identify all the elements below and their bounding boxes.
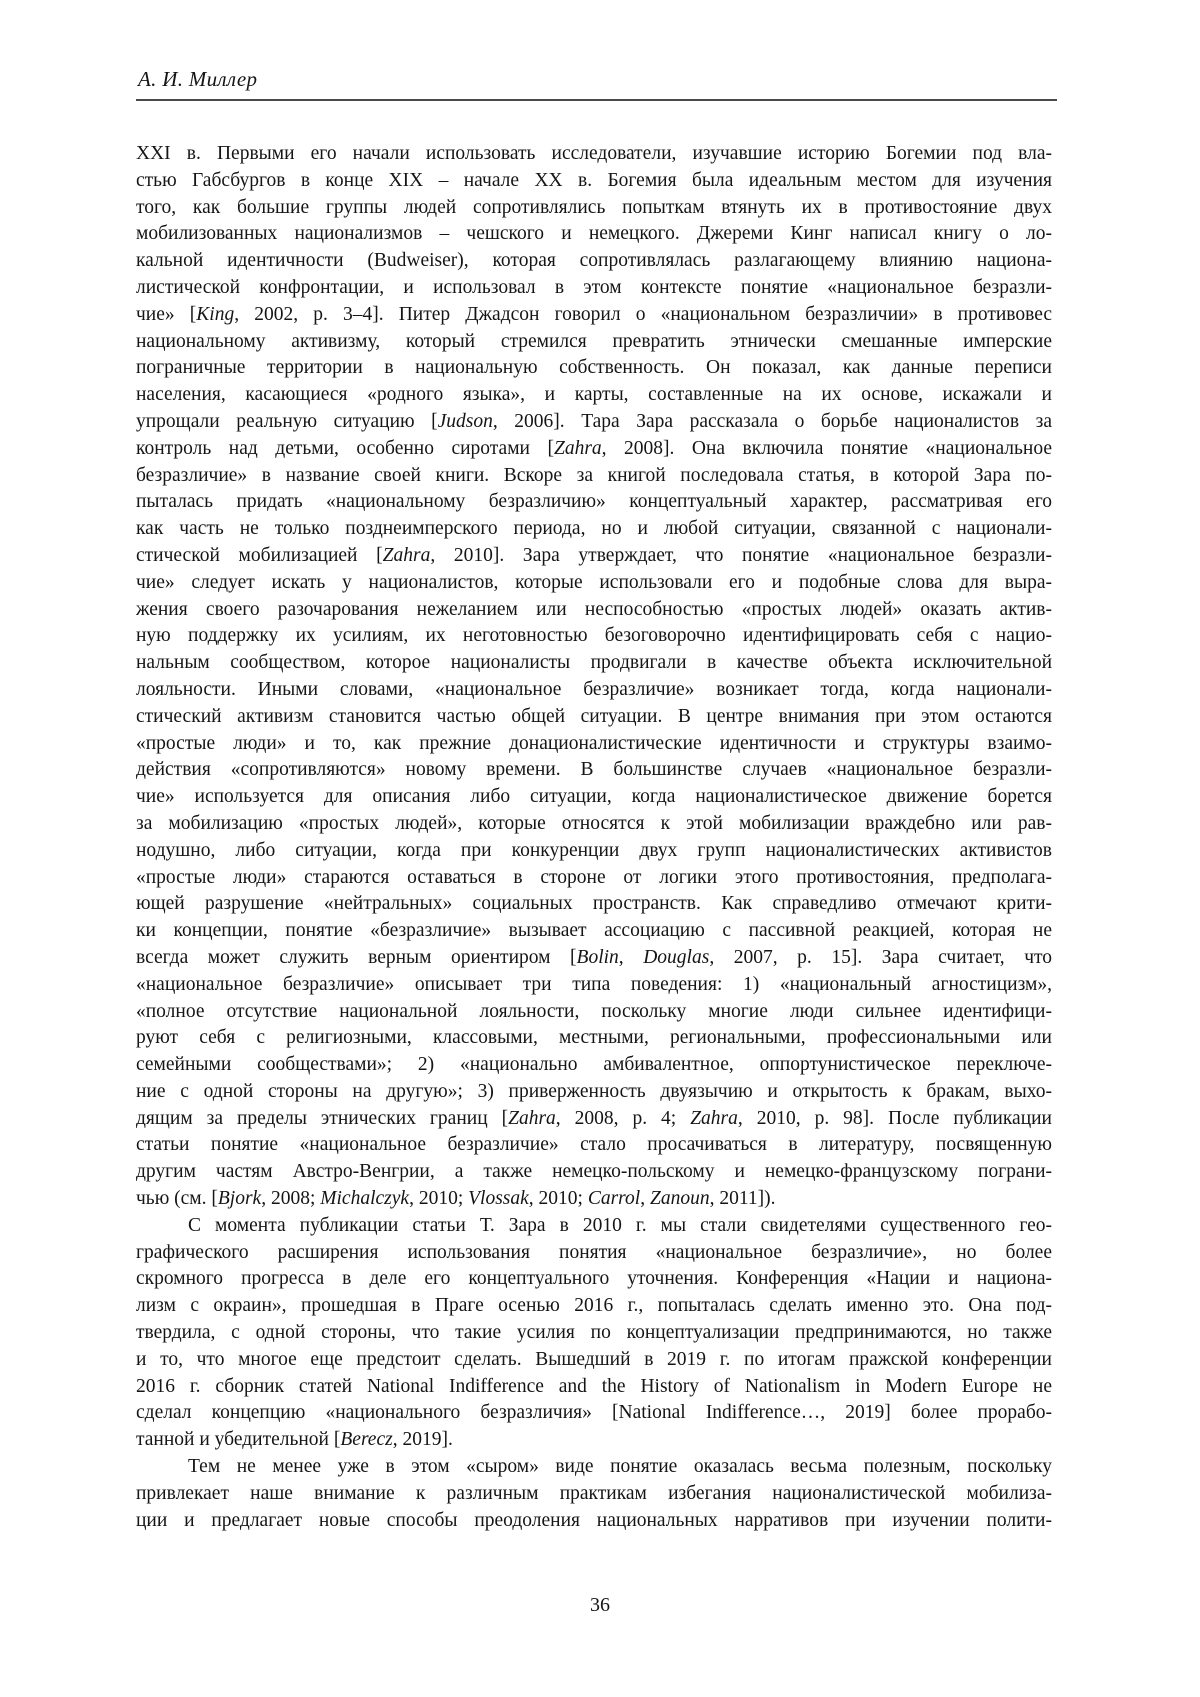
text-line: семейными сообществами»; 2) «национально амбивалентное, оппортунистическое переключе- [136, 1054, 1052, 1076]
text-line: всегда может служить верным ориентиром [Bolin, Douglas, 2007, p. 15]. Зара считает, что [136, 946, 1052, 968]
text-line: Тем не менее уже в этом «сыром» виде понятие оказалась весьма полезным, поскольку [188, 1456, 1052, 1478]
page-footer [0, 1594, 1200, 1617]
text-line: пыталась придать «национальному безразличию» концептуальный характер, рассматривая его [136, 491, 1052, 513]
text-line: мобилизованных национализмов – чешского и немецкого. Джереми Кинг написал книгу о ло- [136, 223, 1052, 245]
text-line: листической конфронтации, и использовал в этом контексте понятие «национальное безразли- [136, 276, 1052, 298]
text-line: руют себя с религиозными, классовыми, местными, региональными, профессиональными или [136, 1027, 1052, 1049]
text-line: ние с одной стороны на другую»; 3) приверженность двуязычию и открытость к бракам, выхо- [136, 1080, 1052, 1102]
text-line: привлекает наше внимание к различным практикам избегания националистической мобилиза- [136, 1482, 1052, 1504]
text-line: дящим за пределы этнических границ [Zahra, 2008, p. 4; Zahra, 2010, p. 98]. После публикации [136, 1107, 1052, 1129]
text-line: танной и убедительной [Berecz, 2019]. [136, 1429, 453, 1451]
text-line: стической мобилизацией [Zahra, 2010]. Зара утверждает, что понятие «национальное безразли- [136, 544, 1052, 566]
text-line: «полное отсутствие национальной лояльности, поскольку многие люди сильнее идентифици- [136, 1000, 1052, 1022]
text-line: пограничные территории в национальную собственность. Он показал, как данные переписи [136, 357, 1052, 379]
text-line: кальной идентичности (Budweiser), которая сопротивлялась разлагающему влиянию национа- [136, 250, 1052, 272]
body-text [136, 141, 1052, 1534]
text-line: национальному активизму, который стремился превратить этнически смешанные имперские [136, 330, 1052, 352]
running-header-author: А. И. Миллер [138, 67, 258, 91]
text-line: графического расширения использования понятия «национальное безразличие», но более [136, 1241, 1052, 1263]
text-line: С момента публикации статьи Т. Зара в 2010 г. мы стали свидетелями существенного гео- [188, 1214, 1052, 1236]
text-line: за мобилизацию «простых людей», которые относятся к этой мобилизации враждебно или рав- [136, 812, 1052, 834]
text-line: безразличие» в название своей книги. Вскоре за книгой последовала статья, в которой Зара по- [136, 464, 1052, 486]
text-line: нальным сообществом, которое националисты продвигали в качестве объекта исключительной [136, 652, 1052, 674]
text-line: «национальное безразличие» описывает три типа поведения: 1) «национальный агностицизм», [136, 973, 1052, 995]
text-line: жения своего разочарования нежеланием или неспособностью «простых людей» оказать актив- [136, 598, 1052, 620]
text-line: ную поддержку их усилиям, их неготовностью безоговорочно идентифицировать себя с нацио- [136, 625, 1052, 647]
text-line: другим частям Австро-Венгрии, а также немецко-польскому и немецко-французскому пограни- [136, 1161, 1052, 1183]
text-line: твердила, с одной стороны, что такие усилия по концептуализации предпринимаются, но также [136, 1322, 1052, 1344]
text-line: лизм с окраин», прошедшая в Праге осенью 2016 г., попыталась сделать именно это. Она под- [136, 1295, 1052, 1317]
paragraph [136, 141, 1052, 1213]
text-line: населения, касающиеся «родного языка», и карты, составленные на их основе, искажали и [136, 384, 1052, 406]
text-line: лояльности. Иными словами, «национальное безразличие» возникает тогда, когда национали- [136, 678, 1052, 700]
paragraph [136, 1213, 1052, 1454]
header-rule [136, 99, 1057, 101]
text-line: ки концепции, понятие «безразличие» вызывает ассоциацию с пассивной реакцией, которая не [136, 920, 1052, 942]
text-line: ции и предлагает новые способы преодоления национальных нарративов при изучении полити- [136, 1509, 1052, 1531]
text-line: как часть не только позднеимперского периода, но и любой ситуации, связанной с национали- [136, 518, 1052, 540]
text-line: того, как большие группы людей сопротивлялись попыткам втянуть их в противостояние двух [136, 196, 1052, 218]
text-line: действия «сопротивляются» новому времени. В большинстве случаев «национальное безразли- [136, 759, 1052, 781]
text-line: «простые люди» и то, как прежние донационалистические идентичности и структуры взаимо- [136, 732, 1052, 754]
text-line: контроль над детьми, особенно сиротами [Zahra, 2008]. Она включила понятие «национальное [136, 437, 1052, 459]
text-line: и то, что многое еще предстоит сделать. Вышедший в 2019 г. по итогам пражской конференции [136, 1348, 1052, 1370]
text-line: сделал концепцию «национального безразличия» [National Indifference…, 2019] более прорабо- [136, 1402, 1052, 1424]
text-line: упрощали реальную ситуацию [Judson, 2006]. Тара Зара рассказала о борьбе националистов за [136, 410, 1052, 432]
text-line: нодушно, либо ситуации, когда при конкуренции двух групп националистических активистов [136, 839, 1052, 861]
text-line: чие» используется для описания либо ситуации, когда националистическое движение борется [136, 786, 1052, 808]
text-line: статьи понятие «национальное безразличие» стало просачиваться в литературу, посвященную [136, 1134, 1052, 1156]
page-number: 36 [590, 1594, 610, 1616]
text-line: XXI в. Первыми его начали использовать исследователи, изучавшие историю Богемии под вла- [136, 143, 1052, 164]
text-line: скромного прогресса в деле его концептуального уточнения. Конференция «Нации и национа- [136, 1268, 1052, 1290]
text-line: чью (см. [Bjork, 2008; Michalczyk, 2010; Vlossak, 2010; Carrol, Zanoun, 2011]). [136, 1188, 776, 1210]
text-line: «простые люди» стараются оставаться в стороне от логики этого противостояния, предполага- [136, 866, 1052, 888]
text-line: стью Габсбургов в конце XIX – начале XX в. Богемия была идеальным местом для изучения [136, 169, 1052, 191]
text-line: чие» [King, 2002, p. 3–4]. Питер Джадсон говорил о «национальном безразличии» в противовес [136, 303, 1052, 325]
paragraph [136, 1454, 1052, 1534]
text-line: 2016 г. сборник статей National Indifference and the History of Nationalism in Modern Europe не [136, 1375, 1052, 1397]
text-line: чие» следует искать у националистов, которые использовали его и подобные слова для выра- [136, 571, 1052, 593]
text-line: стический активизм становится частью общей ситуации. В центре внимания при этом остаются [136, 705, 1052, 727]
text-line: ющей разрушение «нейтральных» социальных пространств. Как справедливо отмечают крити- [136, 893, 1052, 915]
